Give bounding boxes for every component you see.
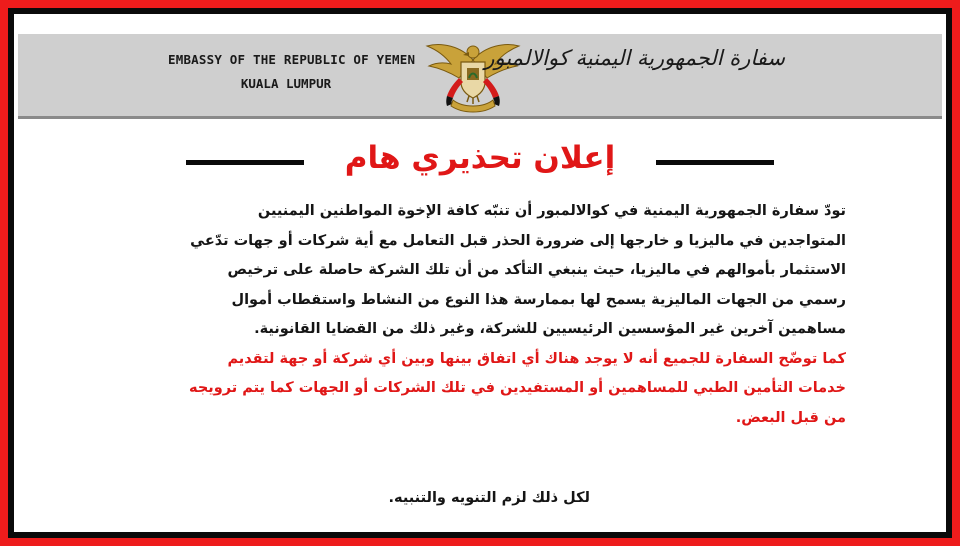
notice-title: إعلان تحذيري هام — [344, 140, 616, 176]
paragraph-line: من قبل البعض. — [735, 409, 846, 426]
title-decor-bar-right — [656, 160, 774, 165]
embassy-city-english: KUALA LUMPUR — [240, 76, 332, 91]
paragraph-line: خدمات التأمين الطبي للمساهمين أو المستفيدين في تلك الشركات أو الجهات كما يتم ترويجه — [189, 380, 846, 396]
embassy-name-english: EMBASSY OF THE REPUBLIC OF YEMEN — [168, 52, 416, 67]
embassy-name-arabic-calligraphy: سفارة الجمهورية اليمنية كوالالمبور — [484, 46, 785, 70]
paragraph-line: المتواجدين في ماليزيا و خارجها إلى ضرورة الحذر قبل التعامل مع أية شركات أو جهات تدّعي — [190, 232, 846, 249]
notice-body — [114, 197, 846, 433]
paragraph-line: تودّ سفارة الجمهورية اليمنية في كوالالمبور أن تنبّه كافة الإخوة المواطنين اليمنيين — [257, 203, 846, 219]
title-decor-bar-left — [186, 160, 304, 165]
letterhead-divider — [18, 116, 942, 119]
notice-title-row — [186, 140, 774, 184]
paragraph-line: الاستثمار بأموالهم في ماليزيا، حيث ينبغي التأكد من أن تلك الشركة حاصلة على ترخيص — [227, 262, 846, 278]
closing-statement: لكل ذلك لزم التنويه والتنبيه. — [388, 490, 590, 506]
paragraph-line: كما توضّح السفارة للجميع أنه لا يوجد هناك أي اتفاق بينها وبين أي شركة أو جهة لتقديم — [227, 350, 846, 367]
letterhead-english — [168, 52, 416, 91]
paragraph-line: مساهمين آخرين غير المؤسسين الرئيسيين للشركة، وغير ذلك من القضايا القانونية. — [254, 321, 846, 337]
paragraph-line: رسمي من الجهات الماليزية يسمح لها بممارسة هذا النوع من النشاط واستقطاب أموال — [231, 291, 846, 308]
